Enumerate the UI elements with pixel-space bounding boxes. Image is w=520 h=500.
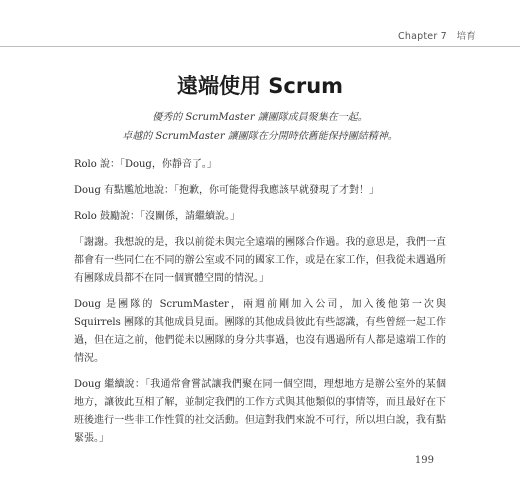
paragraph: Rolo 鼓勵說：「沒關係，請繼續說。」 (74, 211, 240, 222)
paragraph: 「謝謝。我想說的是，我以前從未與完全遠端的團隊合作過。我的意思是，我們一直都會有一些同仁在不同的辦公室或不同的國家工作，或是在家工作，但我從未遇過所有團隊成員都不在同一個實體空間的情況。」 (74, 237, 446, 284)
paragraph: Doug 繼續說：「我通常會嘗試讓我們聚在同一個空間，理想地方是辦公室外的某個地方，讓彼此互相了解，並制定我們的工作方式與其他類似的事情等，而且最好在下班後進行一些非工作性質的社交活動。但這對我們來說不可行，所以坦白說，我有點緊張。」 (74, 379, 446, 444)
page-number: 199 (414, 455, 434, 466)
chapter-label: Chapter 7 培育 (398, 31, 476, 42)
epigraph (0, 108, 520, 146)
paragraph: Doug 有點尷尬地說：「抱歉，你可能覺得我應該早就發現了才對！」 (74, 185, 380, 196)
body-text (74, 156, 446, 456)
paragraph: Doug 是團隊的 ScrumMaster，兩週前剛加入公司，加入後他第一次與 Squirrels 團隊的其他成員見面。團隊的其他成員彼此有些認識，有些曾經一起工作過，但在這之前，他們從未以團隊的身分共事過，也沒有遇過所有人都是遠端工作的情況。 (74, 299, 446, 364)
epigraph-line: 優秀的 ScrumMaster 讓團隊成員聚集在一起。 (152, 112, 368, 123)
section-title: 遠端使用 Scrum (176, 74, 344, 98)
paragraph: Rolo 說：「Doug，你靜音了。」 (74, 159, 217, 170)
running-header (0, 28, 520, 47)
epigraph-line: 卓越的 ScrumMaster 讓團隊在分開時依舊能保持團結精神。 (122, 131, 398, 142)
